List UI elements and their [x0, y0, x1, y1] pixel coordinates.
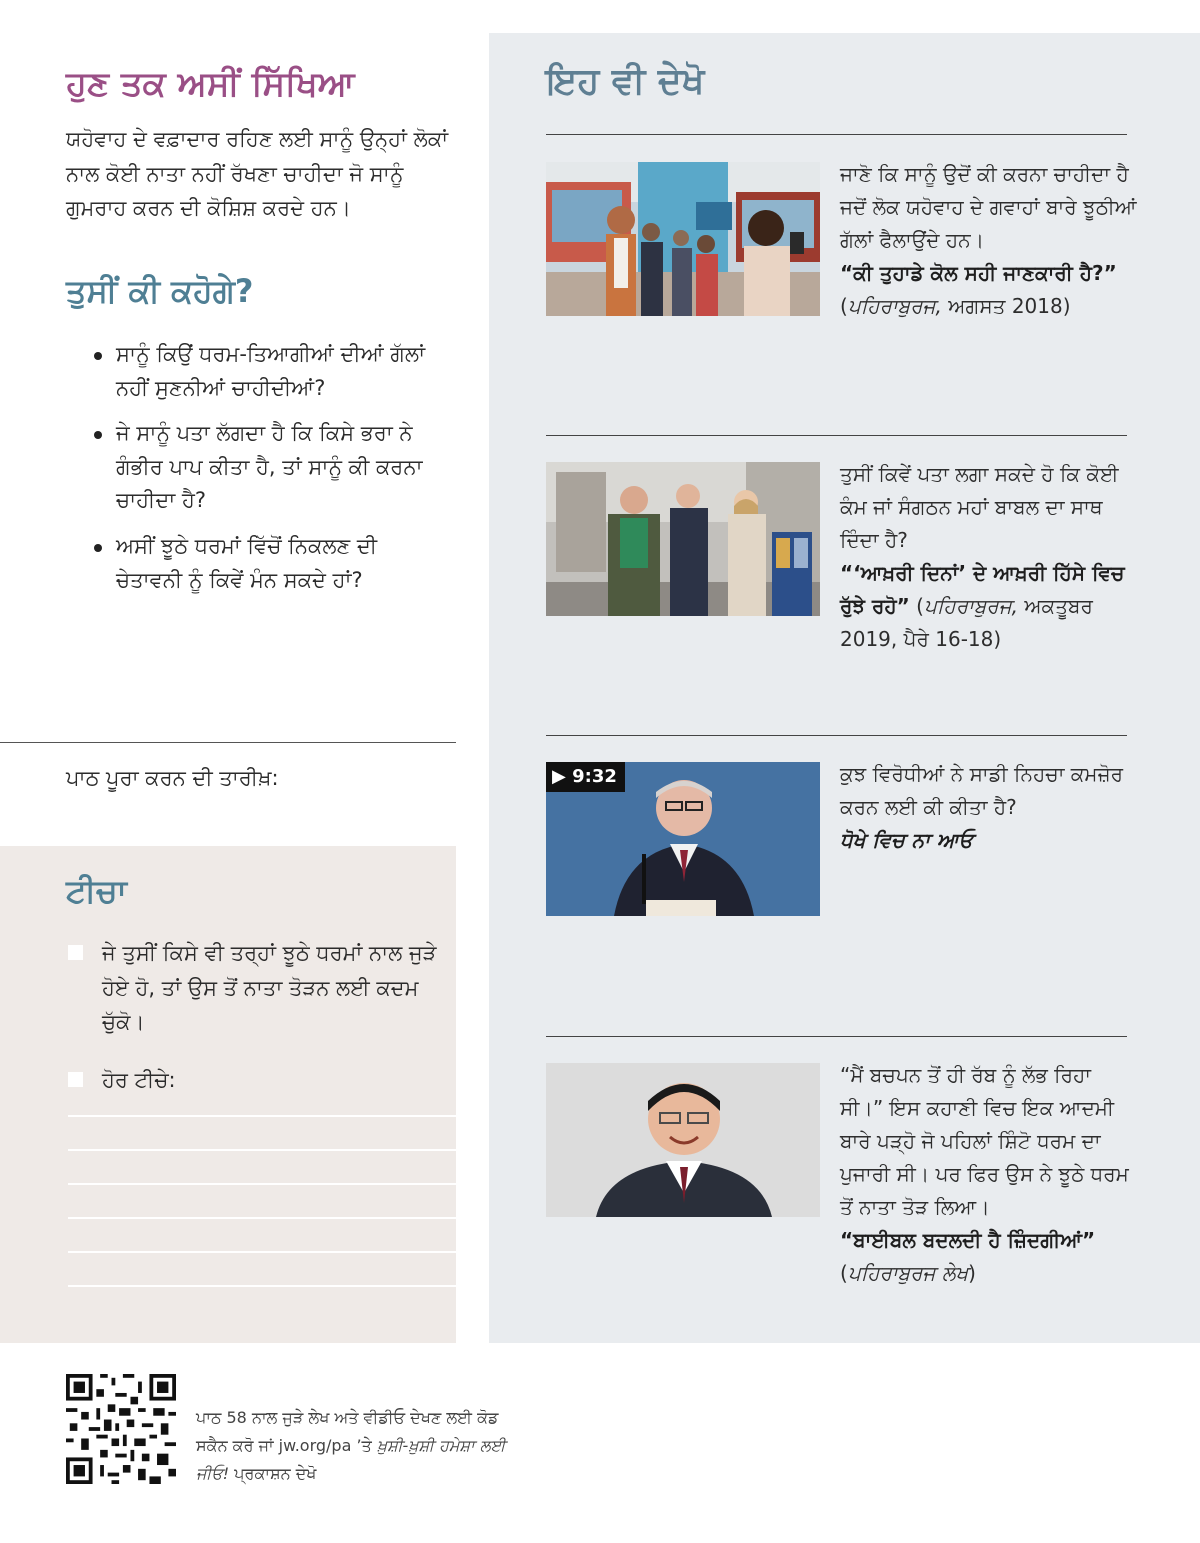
question-item: ਅਸੀਂ ਝੂਠੇ ਧਰਮਾਂ ਵਿੱਚੋਂ ਨਿਕਲਣ ਦੀ ਚੇਤਾਵਨੀ ਨੂੰ ਕਿਵੇਂ ਮੰਨ ਸਕਦੇ ਹਾਂ?	[90, 530, 440, 597]
goal-item	[68, 1063, 438, 1098]
writing-line[interactable]	[68, 1217, 456, 1219]
ref-publication: ਪਹਿਰਾਬੁਰਜ,	[847, 294, 942, 318]
questions-heading: ਤੁਸੀਂ ਕੀ ਕਹੋਗੇ?	[66, 272, 254, 310]
qr-code[interactable]	[66, 1374, 176, 1484]
writing-line[interactable]	[68, 1183, 456, 1185]
ref-publication: ਪਹਿਰਾਬੁਰਜ ਲੇਖ	[847, 1261, 969, 1285]
see-also-divider	[546, 1036, 1127, 1037]
question-item: ਸਾਨੂੰ ਕਿਉਂ ਧਰਮ-ਤਿਆਗੀਆਂ ਦੀਆਂ ਗੱਲਾਂ ਨਹੀਂ ਸੁਣਨੀਆਂ ਚਾਹੀਦੀਆਂ?	[90, 338, 440, 405]
footer-note	[196, 1404, 526, 1488]
footer-book-title[interactable]: ਖ਼ੁਸ਼ੀ-ਖ਼ੁਸ਼ੀ ਹਮੇਸ਼ਾ ਲਈ ਜੀਓ!	[196, 1436, 506, 1483]
left-divider	[0, 742, 456, 743]
see-also-item-4	[840, 1059, 1140, 1290]
goal-checkbox[interactable]	[68, 945, 83, 960]
ref-title: “ਕੀ ਤੁਹਾਡੇ ਕੋਲ ਸਹੀ ਜਾਣਕਾਰੀ ਹੈ?”	[840, 261, 1117, 285]
video-thumbnail[interactable]	[546, 762, 820, 916]
goal-item	[68, 936, 438, 1040]
goal-text: ਹੋਰ ਟੀਚੇ:	[102, 1068, 176, 1092]
item-description: “ਮੈਂ ਬਚਪਨ ਤੋਂ ਹੀ ਰੱਬ ਨੂੰ ਲੱਭ ਰਿਹਾ ਸੀ।” ਇਸ ਕਹਾਣੀ ਵਿਚ ਇਕ ਆਦਮੀ ਬਾਰੇ ਪੜ੍ਹੋ ਜੋ ਪਹਿਲਾਂ ਸ਼ਿੰਟੋ ਧਰਮ ਦਾ ਪੁਜਾਰੀ ਸੀ। ਪਰ ਫਿਰ ਉਸ ਨੇ ਝੂਠੇ ਧਰਮ ਤੋਂ ਨਾਤਾ ਤੋੜ ਲਿਆ।	[840, 1063, 1129, 1219]
writing-line[interactable]	[68, 1115, 456, 1117]
ref-detail: ਅਕਤੂਬਰ 2019, ਪੈਰੇ 16-18)	[840, 594, 1093, 651]
goal-text: ਜੇ ਤੁਸੀਂ ਕਿਸੇ ਵੀ ਤਰ੍ਹਾਂ ਝੂਠੇ ਧਰਮਾਂ ਨਾਲ ਜੁੜੇ ਹੋਏ ਹੋ, ਤਾਂ ਉਸ ਤੋਂ ਨਾਤਾ ਤੋੜਨ ਲਈ ਕਦਮ ਚੁੱਕੋ।	[102, 941, 437, 1035]
see-also-heading: ਇਹ ਵੀ ਦੇਖੋ	[546, 61, 705, 102]
ref-title: “ਬਾਈਬਲ ਬਦਲਦੀ ਹੈ ਜ਼ਿੰਦਗੀਆਂ”	[840, 1228, 1096, 1252]
article-link[interactable]: “ਕੀ ਤੁਹਾਡੇ ਕੋਲ ਸਹੀ ਜਾਣਕਾਰੀ ਹੈ?” (ਪਹਿਰਾਬੁਰਜ, ਅਗਸਤ 2018)	[840, 261, 1117, 318]
footer-line-2: ਪ੍ਰਕਾਸ਼ਨ ਦੇਖੋ	[234, 1464, 317, 1483]
item-description: ਤੁਸੀਂ ਕਿਵੇਂ ਪਤਾ ਲਗਾ ਸਕਦੇ ਹੋ ਕਿ ਕੋਈ ਕੰਮ ਜਾਂ ਸੰਗਠਨ ਮਹਾਂ ਬਾਬਲ ਦਾ ਸਾਥ ਦਿੰਦਾ ਹੈ?	[840, 462, 1119, 552]
article-link[interactable]: “‘ਆਖ਼ਰੀ ਦਿਨਾਂ’ ਦੇ ਆਖ਼ਰੀ ਹਿੱਸੇ ਵਿਚ ਰੁੱਝੇ ਰਹੋ” (ਪਹਿਰਾਬੁਰਜ, ਅਕਤੂਬਰ 2019, ਪੈਰੇ 16-18)	[840, 561, 1125, 651]
goal-checkbox[interactable]	[68, 1072, 83, 1087]
summary-text: ਯਹੋਵਾਹ ਦੇ ਵਫ਼ਾਦਾਰ ਰਹਿਣ ਲਈ ਸਾਨੂੰ ਉਨ੍ਹਾਂ ਲੋਕਾਂ ਨਾਲ ਕੋਈ ਨਾਤਾ ਨਹੀਂ ਰੱਖਣਾ ਚਾਹੀਦਾ ਜੋ ਸਾਨੂੰ ਗੁਮਰਾਹ ਕਰਨ ਦੀ ਕੋਸ਼ਿਸ਼ ਕਰਦੇ ਹਨ।	[66, 127, 449, 221]
see-also-item-2	[840, 458, 1140, 656]
writing-line[interactable]	[68, 1251, 456, 1253]
article-thumbnail-witnessing[interactable]	[546, 462, 820, 616]
video-link[interactable]	[840, 824, 1140, 857]
item-description: ਜਾਣੋ ਕਿ ਸਾਨੂੰ ਉਦੋਂ ਕੀ ਕਰਨਾ ਚਾਹੀਦਾ ਹੈ ਜਦੋਂ ਲੋਕ ਯਹੋਵਾਹ ਦੇ ਗਵਾਹਾਂ ਬਾਰੇ ਝੂਠੀਆਂ ਗੱਲਾਂ ਫੈਲਾਉਂਦੇ ਹਨ।	[840, 162, 1137, 252]
ref-detail: ਅਗਸਤ 2018)	[948, 294, 1071, 318]
ref-title: “‘ਆਖ਼ਰੀ ਦਿਨਾਂ’ ਦੇ ਆਖ਼ਰੀ ਹਿੱਸੇ ਵਿਚ ਰੁੱਝੇ ਰਹੋ”	[840, 561, 1125, 618]
video-duration-badge: ▶ 9:32	[546, 762, 625, 792]
article-thumbnail-news[interactable]	[546, 162, 820, 316]
questions-list	[90, 338, 440, 609]
article-link[interactable]: “ਬਾਈਬਲ ਬਦਲਦੀ ਹੈ ਜ਼ਿੰਦਗੀਆਂ” (ਪਹਿਰਾਬੁਰਜ ਲੇਖ)	[840, 1228, 1096, 1285]
goals-heading: ਟੀਚਾ	[66, 872, 127, 910]
see-also-divider	[546, 435, 1127, 436]
see-also-item-1	[840, 158, 1140, 323]
footer-line-1: ਪਾਠ 58 ਨਾਲ ਜੁੜੇ ਲੇਖ ਅਤੇ ਵੀਡੀਓ ਦੇਖਣ ਲਈ ਕੋਡ ਸਕੈਨ ਕਰੋ ਜਾਂ jw.org/pa ’ਤੇ	[196, 1408, 499, 1455]
writing-line[interactable]	[68, 1285, 456, 1287]
video-title: ਧੋਖੇ ਵਿਚ ਨਾ ਆਓ	[840, 828, 973, 852]
summary-heading: ਹੁਣ ਤਕ ਅਸੀਂ ਸਿੱਖਿਆ	[66, 64, 355, 104]
see-also-item-3	[840, 758, 1140, 857]
see-also-divider	[546, 735, 1127, 736]
ref-detail: )	[968, 1261, 976, 1285]
writing-line[interactable]	[68, 1149, 456, 1151]
article-thumbnail-portrait[interactable]	[546, 1063, 820, 1217]
item-description: ਕੁਝ ਵਿਰੋਧੀਆਂ ਨੇ ਸਾਡੀ ਨਿਹਚਾ ਕਮਜ਼ੋਰ ਕਰਨ ਲਈ ਕੀ ਕੀਤਾ ਹੈ?	[840, 762, 1124, 819]
completion-date-label: ਪਾਠ ਪੂਰਾ ਕਰਨ ਦੀ ਤਾਰੀਖ਼:	[66, 766, 279, 790]
question-item: ਜੇ ਸਾਨੂੰ ਪਤਾ ਲੱਗਦਾ ਹੈ ਕਿ ਕਿਸੇ ਭਰਾ ਨੇ ਗੰਭੀਰ ਪਾਪ ਕੀਤਾ ਹੈ, ਤਾਂ ਸਾਨੂੰ ਕੀ ਕਰਨਾ ਚਾਹੀਦਾ ਹੈ?	[90, 417, 440, 518]
ref-publication: ਪਹਿਰਾਬੁਰਜ,	[923, 594, 1018, 618]
see-also-divider	[546, 134, 1127, 135]
